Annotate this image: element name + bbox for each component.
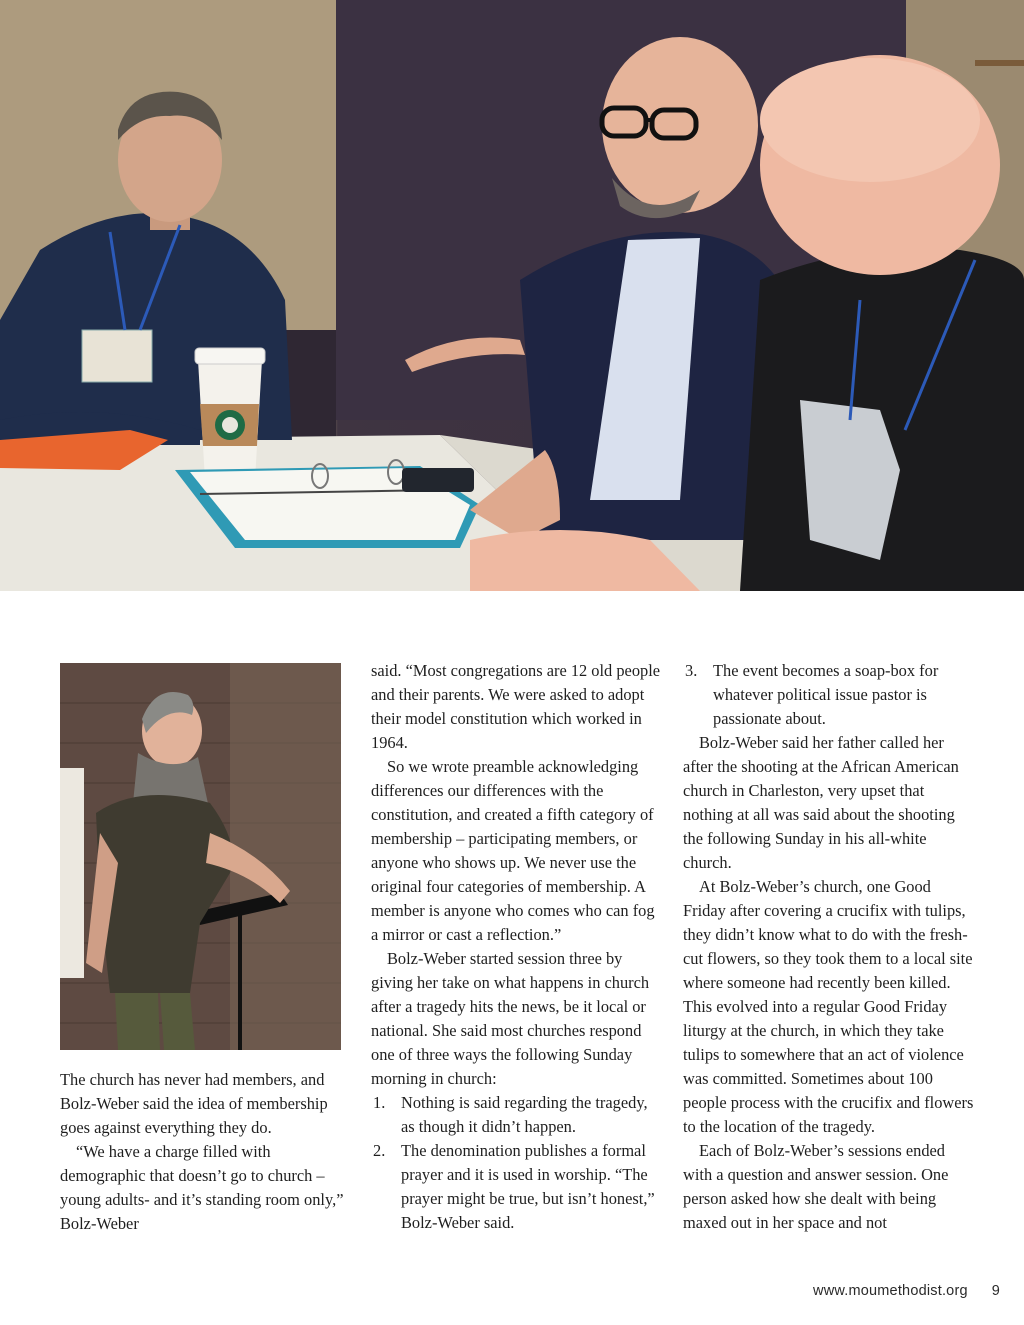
paragraph: Bolz-Weber said her father called her after the shooting at the African American church in Charleston, very upset that nothing at all was said about the shooting the following Sunday in his all-white church. [683,733,959,872]
numbered-list [371,1091,663,1235]
hero-photo [0,0,1024,591]
list-number: 1. [373,1093,386,1112]
inset-photo [60,663,341,1050]
list-item [371,1091,663,1139]
column-2 [371,659,663,1235]
paragraph: said. “Most congregations are 12 old people and their parents. We were asked to adopt their model constitution which worked in 1964. [371,661,661,752]
column-3 [683,659,975,1235]
paragraph: At Bolz-Weber’s church, one Good Friday after covering a crucifix with tulips, they didn’t know what to do with the fresh-cut flowers, so they took them to a local site where someone had recently been killed. This evolved into a regular Good Friday liturgy at the church, in which they take tulips to somewhere that an act of violence was committed. Sometimes about 100 people process with the crucifix and flowers to the location of the tragedy. [683,877,974,1136]
page-footer [813,1283,1000,1299]
column-1 [60,1068,345,1236]
list-number: 3. [685,661,698,680]
hero-photo-illustration [0,0,1024,591]
paragraph: “We have a charge filled with demographic that doesn’t go to church – young adults- and it’s standing room only,” Bolz-Weber [60,1142,344,1233]
paragraph: So we wrote preamble acknowledging differences our differences with the constitution, and created a fifth category of membership – participating members, or anyone who shows up. We never use the original four categories of membership. A member is anyone who comes who can fog a mirror or cast a reflection.” [371,757,655,944]
paragraph: The church has never had members, and Bolz-Weber said the idea of membership goes against everything they do. [60,1070,328,1137]
list-item [683,659,975,731]
list-item [371,1139,663,1235]
page-number: 9 [991,1283,1000,1299]
paragraph: Each of Bolz-Weber’s sessions ended with a question and answer session. One person asked how she dealt with being maxed out in her space and not [683,1141,949,1232]
footer-url[interactable]: www.moumethodist.org [813,1283,968,1299]
phone [402,468,474,492]
list-number: 2. [373,1141,386,1160]
list-item-text: The event becomes a soap-box for whatever political issue pastor is passionate about. [713,661,939,728]
coffee-cup [195,348,265,480]
paragraph: Bolz-Weber started session three by giving her take on what happens in church after a tragedy hits the news, be it local or national. She said most churches respond one of three ways the following Sunday morning in church: [371,949,650,1088]
numbered-list [683,659,975,731]
list-item-text: Nothing is said regarding the tragedy, as though it didn’t happen. [401,1093,648,1136]
inset-photo-illustration [60,663,341,1050]
list-item-text: The denomination publishes a formal prayer and it is used in worship. “The prayer might be true, but isn’t honest,” Bolz-Weber said. [401,1141,655,1232]
